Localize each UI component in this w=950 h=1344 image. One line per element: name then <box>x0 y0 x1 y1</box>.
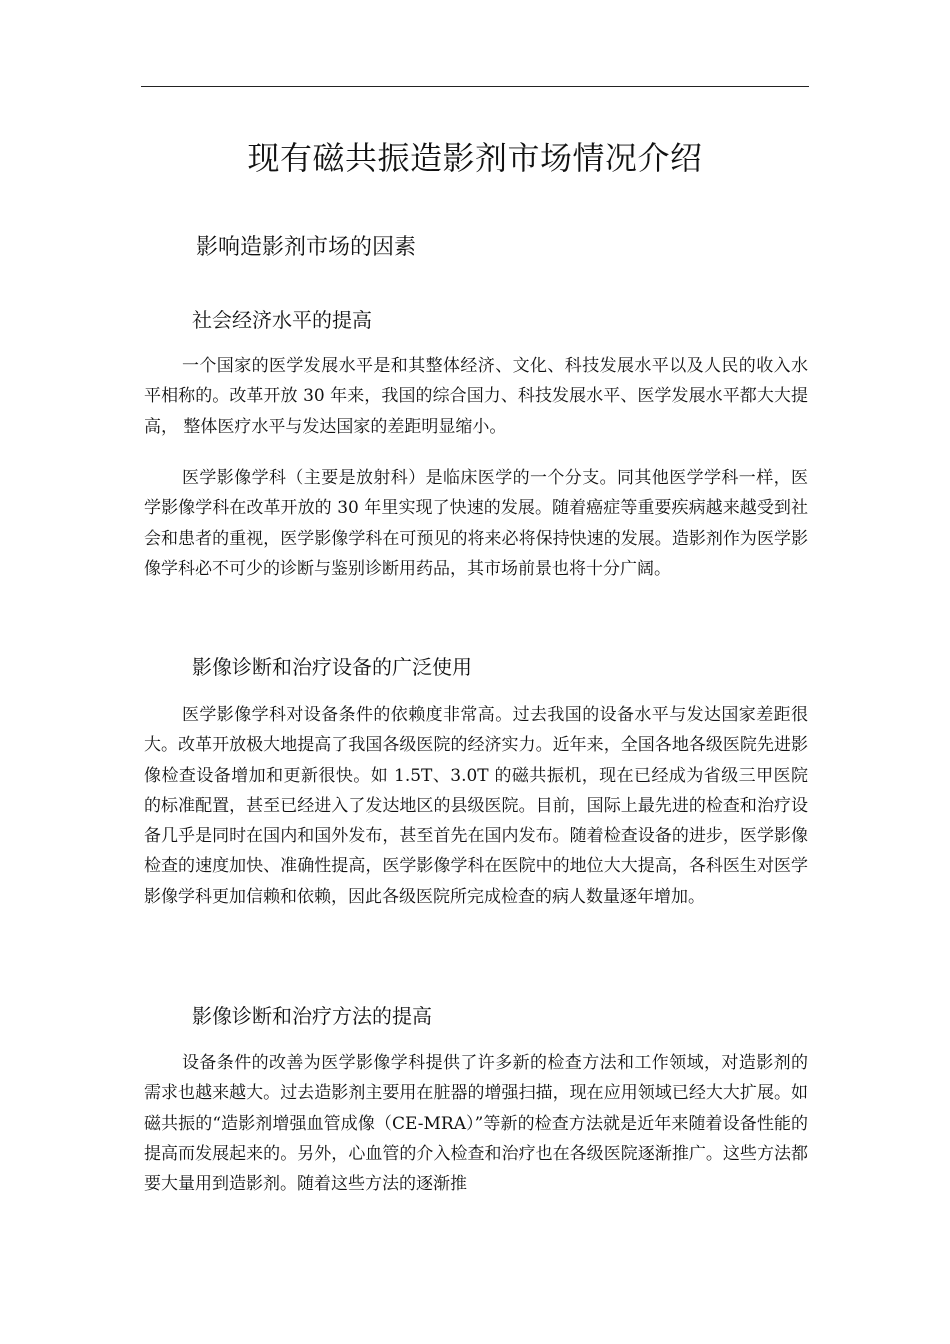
paragraph: 设备条件的改善为医学影像学科提供了许多新的检查方法和工作领域，对造影剂的需求也越来越大。过去造影剂主要用在脏器的增强扫描，现在应用领域已经大大扩展。如磁共振的“造影剂增强血管成像（CE-MRA）”等新的检查方法就是近年来随着设备性能的提高而发展起来的。另外，心血管的介入检查和治疗也在各级医院逐渐推广。这些方法都要大量用到造影剂。随着这些方法的逐渐推 <box>144 1053 808 1195</box>
document-title: 现有磁共振造影剂市场情况介绍 <box>247 139 703 177</box>
paragraph: 医学影像学科对设备条件的依赖度非常高。过去我国的设备水平与发达国家差距很大。改革开放极大地提高了我国各级医院的经济实力。近年来，全国各地各级医院先进影像检查设备增加和更新很快。如 1.5T、3.0T 的磁共振机，现在已经成为省级三甲医院的标准配置，甚至已经进入了发达地区的县级医院。目前，国际上最先进的检查和治疗设备几乎是同时在国内和国外发布，甚至首先在国内发布。随着检查设备的进步，医学影像检查的速度加快、准确性提高，医学影像学科在医院中的地位大大提高，各科医生对医学影像学科更加信赖和依赖，因此各级医院所完成检查的病人数量逐年增加。 <box>144 705 808 907</box>
section-heading: 影响造影剂市场的因素 <box>196 235 417 260</box>
subheading-imaging-methods: 影像诊断和治疗方法的提高 <box>192 1004 432 1028</box>
paragraph: 医学影像学科（主要是放射科）是临床医学的一个分支。同其他医学学科一样，医学影像学科在改革开放的 30 年里实现了快速的发展。随着癌症等重要疾病越来越受到社会和患者的重视，医学影像学科在可预见的将来必将保持快速的发展。造影剂作为医学影像学科必不可少的诊断与鉴别诊断用药品，其市场前景也将十分广阔。 <box>144 468 808 579</box>
subheading-social-economy: 社会经济水平的提高 <box>192 308 372 332</box>
subheading-imaging-equipment: 影像诊断和治疗设备的广泛使用 <box>192 655 472 679</box>
paragraph: 一个国家的医学发展水平是和其整体经济、文化、科技发展水平以及人民的收入水平相称的。改革开放 30 年来，我国的综合国力、科技发展水平、医学发展水平都大大提高， 整体医疗水平与发达国家的差距明显缩小。 <box>144 356 808 437</box>
header-rule <box>141 86 809 87</box>
